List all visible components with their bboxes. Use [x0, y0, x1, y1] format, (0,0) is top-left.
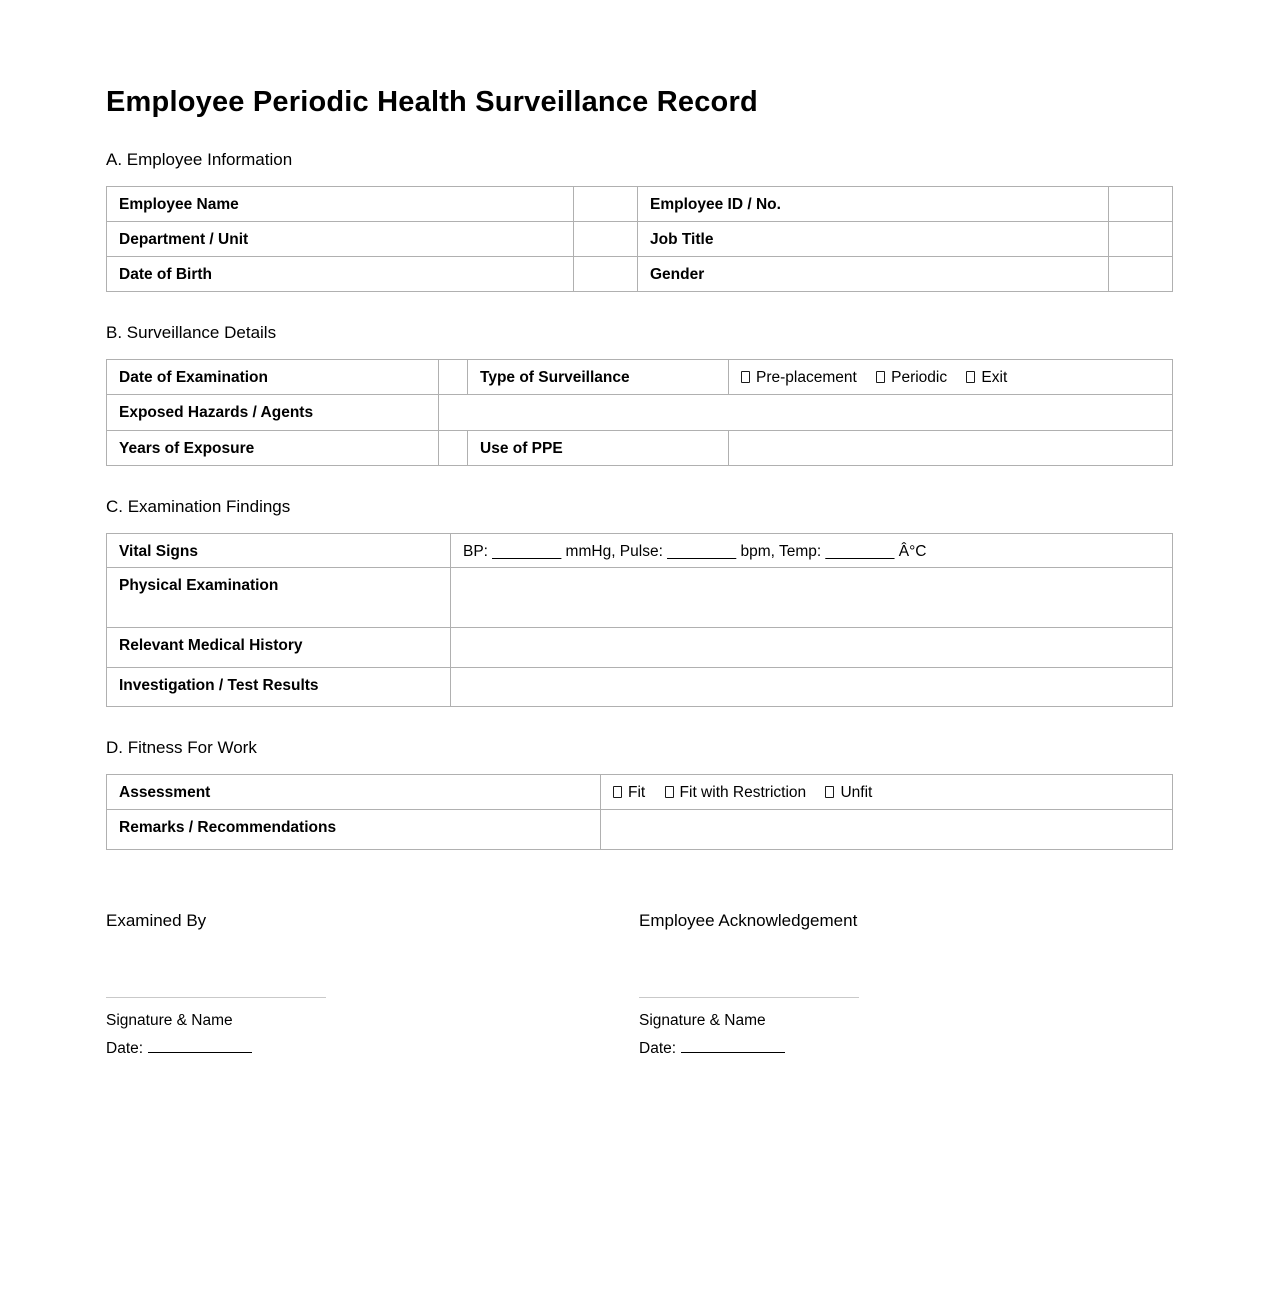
date-label: Date: — [639, 1040, 677, 1058]
table-row — [107, 668, 1173, 707]
option-label: Exit — [981, 369, 1008, 387]
checkbox-option-periodic[interactable] — [876, 369, 947, 386]
fitness-for-work-table — [106, 774, 1173, 850]
employee-name-label: Employee Name — [107, 187, 574, 222]
table-row — [107, 775, 1173, 810]
table-row — [107, 257, 1173, 292]
document-page — [0, 86, 1172, 1058]
checkbox-icon — [613, 786, 622, 798]
option-label: Pre-placement — [756, 369, 857, 387]
checkbox-icon — [741, 371, 750, 383]
date-of-birth-label: Date of Birth — [107, 257, 574, 292]
employee-id-value-cell — [1109, 187, 1173, 222]
table-row — [107, 568, 1173, 628]
examined-by-heading: Examined By — [106, 911, 207, 931]
employee-acknowledgement-heading: Employee Acknowledgement — [639, 911, 858, 931]
physical-examination-value-cell — [451, 568, 1173, 628]
section-b-heading: B. Surveillance Details — [106, 323, 277, 343]
surveillance-details-table — [106, 359, 1173, 466]
date-underline — [681, 1052, 785, 1053]
use-of-ppe-value-cell — [729, 431, 1173, 466]
signature-name-label: Signature & Name — [106, 1012, 233, 1030]
vital-signs-label: Vital Signs — [107, 534, 451, 568]
signature-line — [106, 997, 326, 998]
checkbox-option-fit[interactable] — [613, 784, 645, 801]
checkbox-option-exit[interactable] — [966, 369, 1007, 386]
table-row — [107, 395, 1173, 431]
assessment-options-cell — [601, 775, 1173, 810]
date-row — [639, 1039, 1172, 1058]
job-title-value-cell — [1109, 222, 1173, 257]
department-label: Department / Unit — [107, 222, 574, 257]
checkbox-option-pre-placement[interactable] — [741, 369, 857, 386]
date-of-examination-value-cell — [439, 360, 468, 395]
employee-acknowledgement-block — [639, 910, 1172, 1058]
page-title: Employee Periodic Health Surveillance Record — [106, 86, 758, 118]
date-row — [106, 1039, 639, 1058]
employee-id-label: Employee ID / No. — [638, 187, 1109, 222]
investigation-results-label: Investigation / Test Results — [107, 668, 451, 707]
table-row — [107, 431, 1173, 466]
checkbox-icon — [825, 786, 834, 798]
option-label: Fit — [628, 784, 646, 802]
checkbox-icon — [966, 371, 975, 383]
years-of-exposure-value-cell — [439, 431, 468, 466]
checkbox-icon — [876, 371, 885, 383]
signature-line — [639, 997, 859, 998]
date-underline — [148, 1052, 252, 1053]
type-of-surveillance-label: Type of Surveillance — [468, 360, 729, 395]
table-row — [107, 628, 1173, 668]
date-of-birth-value-cell — [574, 257, 638, 292]
examination-findings-table — [106, 533, 1173, 707]
exposed-hazards-value-cell — [439, 395, 1173, 431]
table-row — [107, 360, 1173, 395]
vital-signs-value: BP: ________ mmHg, Pulse: ________ bpm, Temp: ________ Â°C — [451, 534, 1173, 568]
section-a-heading: A. Employee Information — [106, 150, 293, 170]
relevant-medical-history-value-cell — [451, 628, 1173, 668]
assessment-label: Assessment — [107, 775, 601, 810]
table-row — [107, 810, 1173, 850]
remarks-value-cell — [601, 810, 1173, 850]
employee-name-value-cell — [574, 187, 638, 222]
section-d-heading: D. Fitness For Work — [106, 738, 257, 758]
employee-info-table — [106, 186, 1173, 292]
option-label: Fit with Restriction — [679, 784, 807, 802]
relevant-medical-history-label: Relevant Medical History — [107, 628, 451, 668]
option-label: Unfit — [840, 784, 873, 802]
table-row — [107, 222, 1173, 257]
signature-name-label: Signature & Name — [639, 1012, 766, 1030]
checkbox-icon — [665, 786, 674, 798]
exposed-hazards-label: Exposed Hazards / Agents — [107, 395, 439, 431]
signatures-section — [106, 910, 1172, 1058]
table-row — [107, 534, 1173, 568]
department-value-cell — [574, 222, 638, 257]
years-of-exposure-label: Years of Exposure — [107, 431, 439, 466]
remarks-label: Remarks / Recommendations — [107, 810, 601, 850]
date-label: Date: — [106, 1040, 144, 1058]
section-c-heading: C. Examination Findings — [106, 497, 291, 517]
option-label: Periodic — [891, 369, 948, 387]
table-row — [107, 187, 1173, 222]
examined-by-block — [106, 910, 639, 1058]
gender-value-cell — [1109, 257, 1173, 292]
date-of-examination-label: Date of Examination — [107, 360, 439, 395]
surveillance-options-cell — [729, 360, 1173, 395]
gender-label: Gender — [638, 257, 1109, 292]
job-title-label: Job Title — [638, 222, 1109, 257]
physical-examination-label: Physical Examination — [107, 568, 451, 628]
checkbox-option-fit-with-restriction[interactable] — [665, 784, 807, 801]
checkbox-option-unfit[interactable] — [825, 784, 872, 801]
use-of-ppe-label: Use of PPE — [468, 431, 729, 466]
investigation-results-value-cell — [451, 668, 1173, 707]
